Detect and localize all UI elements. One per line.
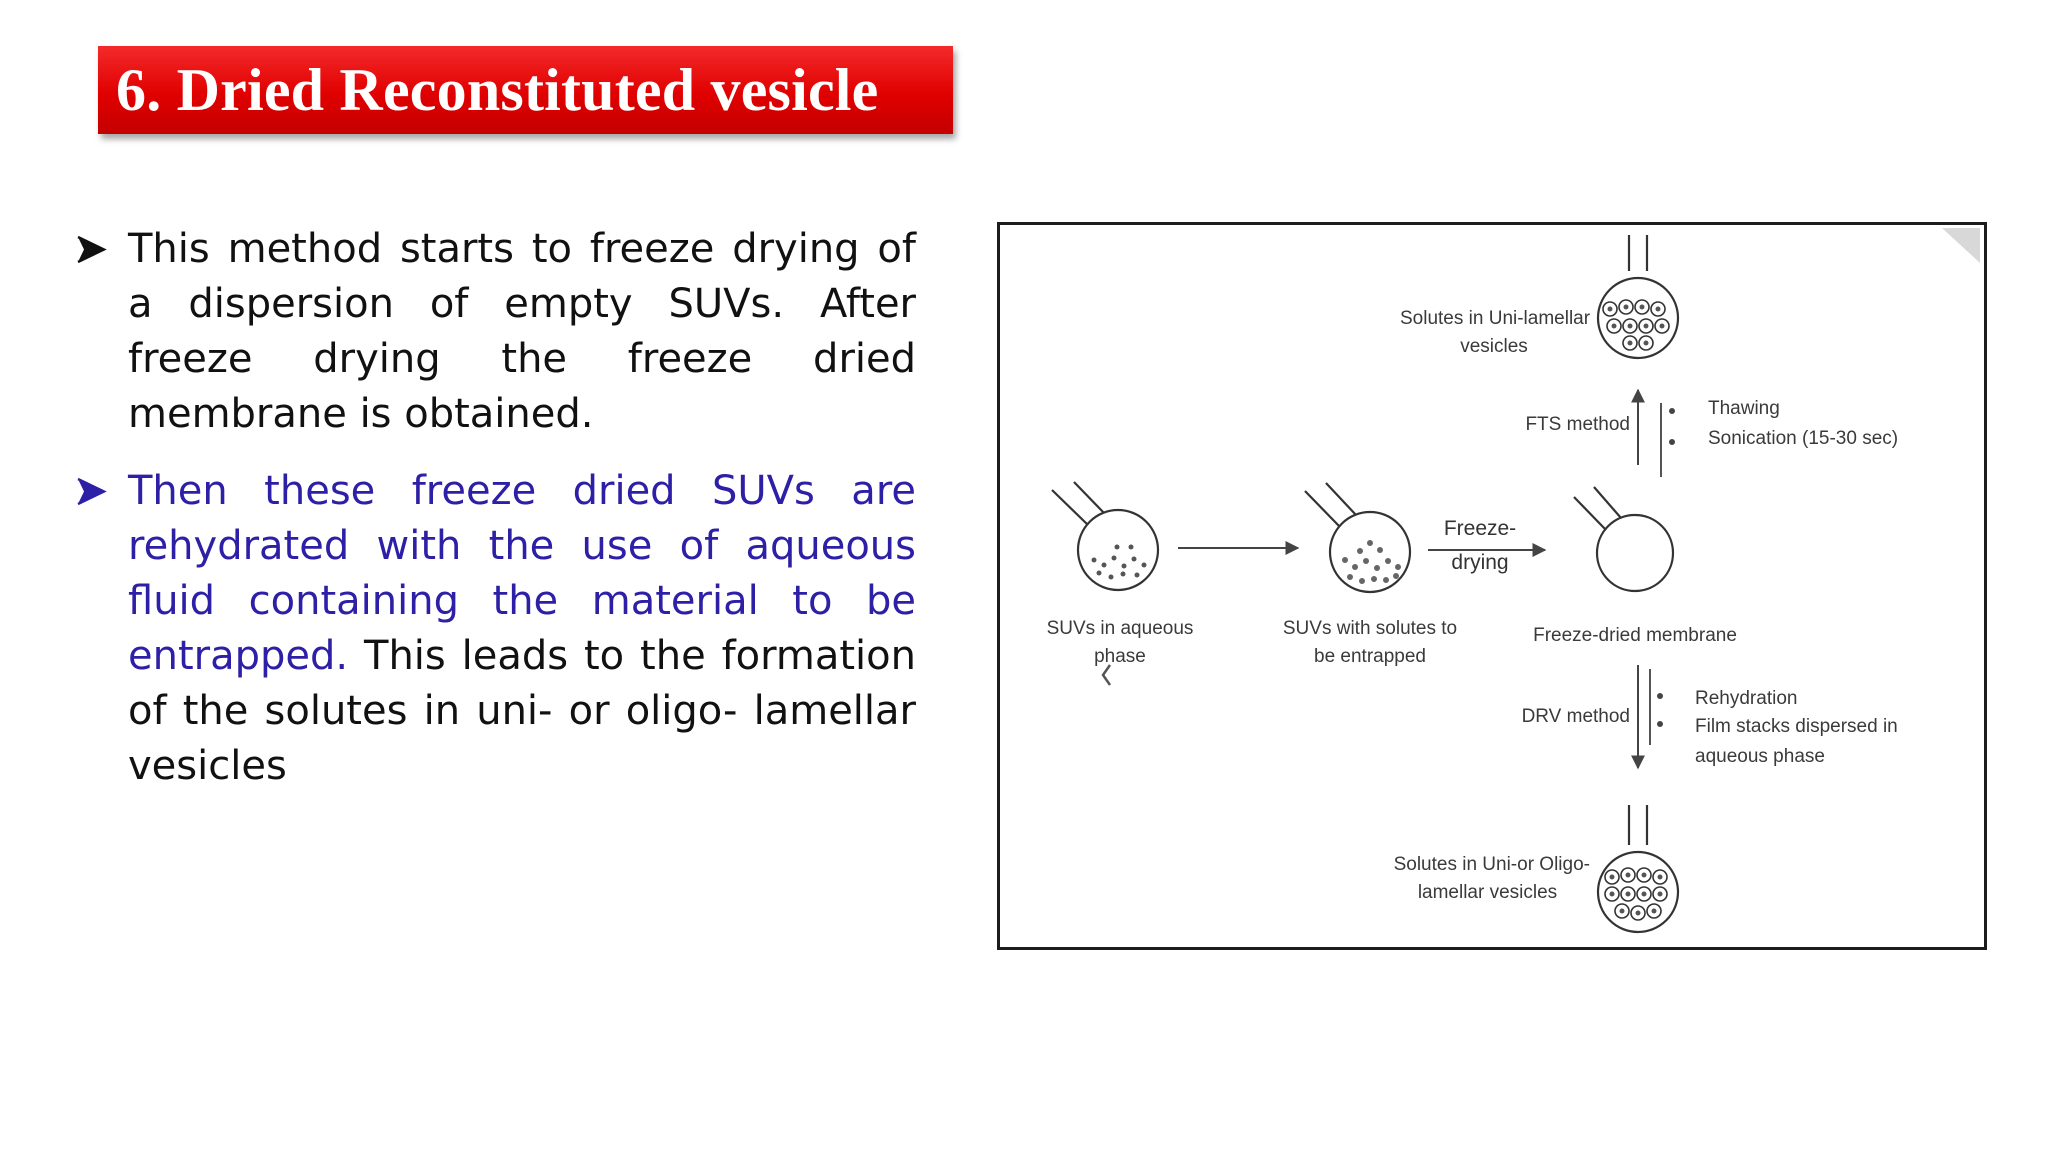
corner-fold (1942, 228, 1980, 263)
label-suvs-aqueous: SUVs in aqueous phase (1046, 618, 1194, 667)
label-freeze-drying-line2: drying (1451, 551, 1509, 574)
label-uni-lamellar-line2: vesicles (1460, 336, 1528, 357)
label-sonication: Sonication (15-30 sec) (1708, 428, 1899, 449)
flask-freeze-dried-membrane (1574, 487, 1673, 591)
label-rehydration: Rehydration (1695, 688, 1798, 709)
arrowhead-bullet-icon (72, 464, 112, 519)
label-freeze-drying-line1: Freeze- (1443, 517, 1517, 540)
arrowhead-bullet-icon (72, 222, 112, 277)
bullet-2-text: This leads to the formation of the solutes in uni- or oligo- lamellar vesicles (128, 633, 916, 789)
bullet-list (72, 222, 916, 816)
label-oligo-line2: lamellar vesicles (1417, 882, 1558, 903)
flask-uni-lamellar-vesicles (1598, 235, 1678, 358)
bullet-item-2 (72, 464, 916, 794)
label-thawing: Thawing (1708, 398, 1780, 419)
flask-suvs-with-solutes (1305, 483, 1410, 592)
label-oligo-line1: Solutes in Uni-or Oligo- (1393, 854, 1590, 875)
flask-oligo-lamellar-vesicles (1598, 805, 1678, 932)
label-film-stacks-line1: Film stacks dispersed in (1695, 716, 1898, 737)
label-uni-lamellar-line1: Solutes in Uni-lamellar (1400, 308, 1591, 329)
label-freeze-dried-membrane: Freeze-dried membrane (1533, 625, 1737, 646)
label-suvs-solutes-line1: SUVs with solutes to (1282, 618, 1458, 639)
list-dots (1657, 408, 1675, 727)
bullet-item-1 (72, 222, 916, 442)
label-suvs-solutes-line2: be entrapped (1314, 646, 1426, 667)
label-fts-method: FTS method (1525, 414, 1630, 435)
flask-suvs-aqueous (1052, 482, 1158, 590)
label-drv-method: DRV method (1521, 706, 1630, 727)
bullet-2-highlight-text: Then these freeze dried SUVs are rehydrated with the use of aqueous fluid containing the material to be entrapped. (128, 468, 916, 679)
title-banner (98, 46, 953, 134)
label-film-stacks-line2: aqueous phase (1695, 746, 1825, 767)
drv-method-diagram (997, 222, 1987, 950)
slide-title: 6. Dried Reconstituted vesicle (116, 56, 879, 123)
bullet-1-text: This method starts to freeze drying of a dispersion of empty SUVs. After freeze drying the freeze dried membrane is obtained. (128, 226, 916, 437)
